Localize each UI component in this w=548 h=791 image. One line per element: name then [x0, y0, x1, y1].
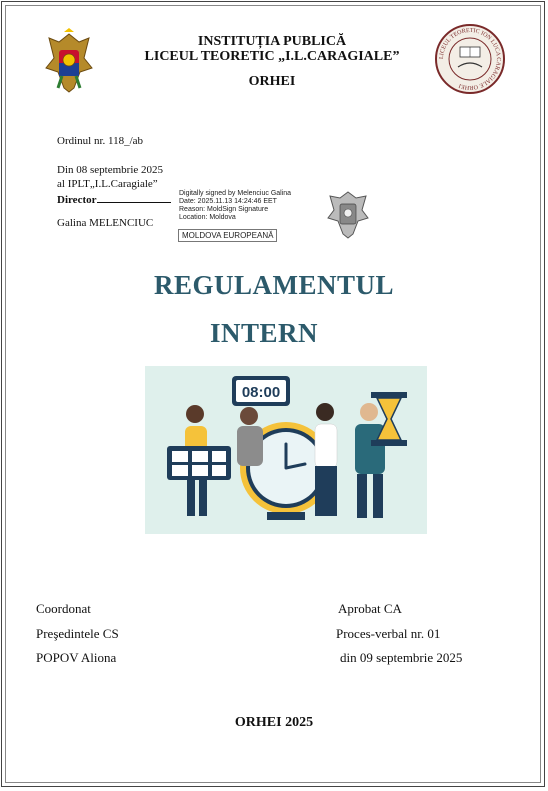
director-name: Galina MELENCIUC	[57, 217, 154, 229]
school-name: LICEUL TEORETIC „I.L.CARAGIALE”	[144, 49, 400, 64]
signature-reason: Reason: MoldSign Signature	[179, 206, 269, 213]
seal-text: LICEUL TEORETIC ION LUCA CARAGIALE ORHEI	[438, 27, 502, 91]
institution-name: INSTITUȚIA PUBLICĂ	[197, 34, 347, 49]
signature-line: Digitally signed by Melenciuc Galina	[179, 190, 292, 197]
city-name: ORHEI	[248, 74, 296, 89]
signature-badge: MOLDOVA EUROPEANĂ	[178, 229, 277, 242]
left-coordonat: Coordonat	[36, 601, 91, 616]
order-date: Din 08 septembrie 2025	[57, 164, 164, 176]
director-label: Director	[57, 192, 171, 207]
signature-location: Location: Moldova	[179, 214, 236, 221]
document-page	[1, 1, 545, 787]
order-issuer: al IPLT„I.L.Caragiale”	[57, 178, 158, 190]
coat-of-arms-icon	[44, 28, 94, 98]
left-name: POPOV Aliona	[36, 650, 117, 665]
signature-coat-of-arms-icon	[326, 188, 370, 242]
right-proces-verbal: Proces-verbal nr. 01	[336, 626, 441, 641]
signature-date: Date: 2025.11.13 14:24:46 EET	[179, 198, 277, 205]
clock-text: 08:00	[241, 384, 281, 401]
order-number: Ordinul nr. 118_/ab	[57, 135, 144, 147]
right-aprobat: Aprobat CA	[338, 601, 402, 616]
time-illustration	[145, 366, 427, 534]
signature-block	[179, 190, 291, 222]
footer-city-year: ORHEI 2025	[234, 715, 314, 730]
school-seal-icon	[434, 23, 506, 95]
document-title-line2: INTERN	[209, 318, 319, 348]
left-presedintele: Preşedintele CS	[36, 626, 119, 641]
right-date: din 09 septembrie 2025	[340, 650, 463, 665]
document-title-line1: REGULAMENTUL	[153, 270, 395, 300]
